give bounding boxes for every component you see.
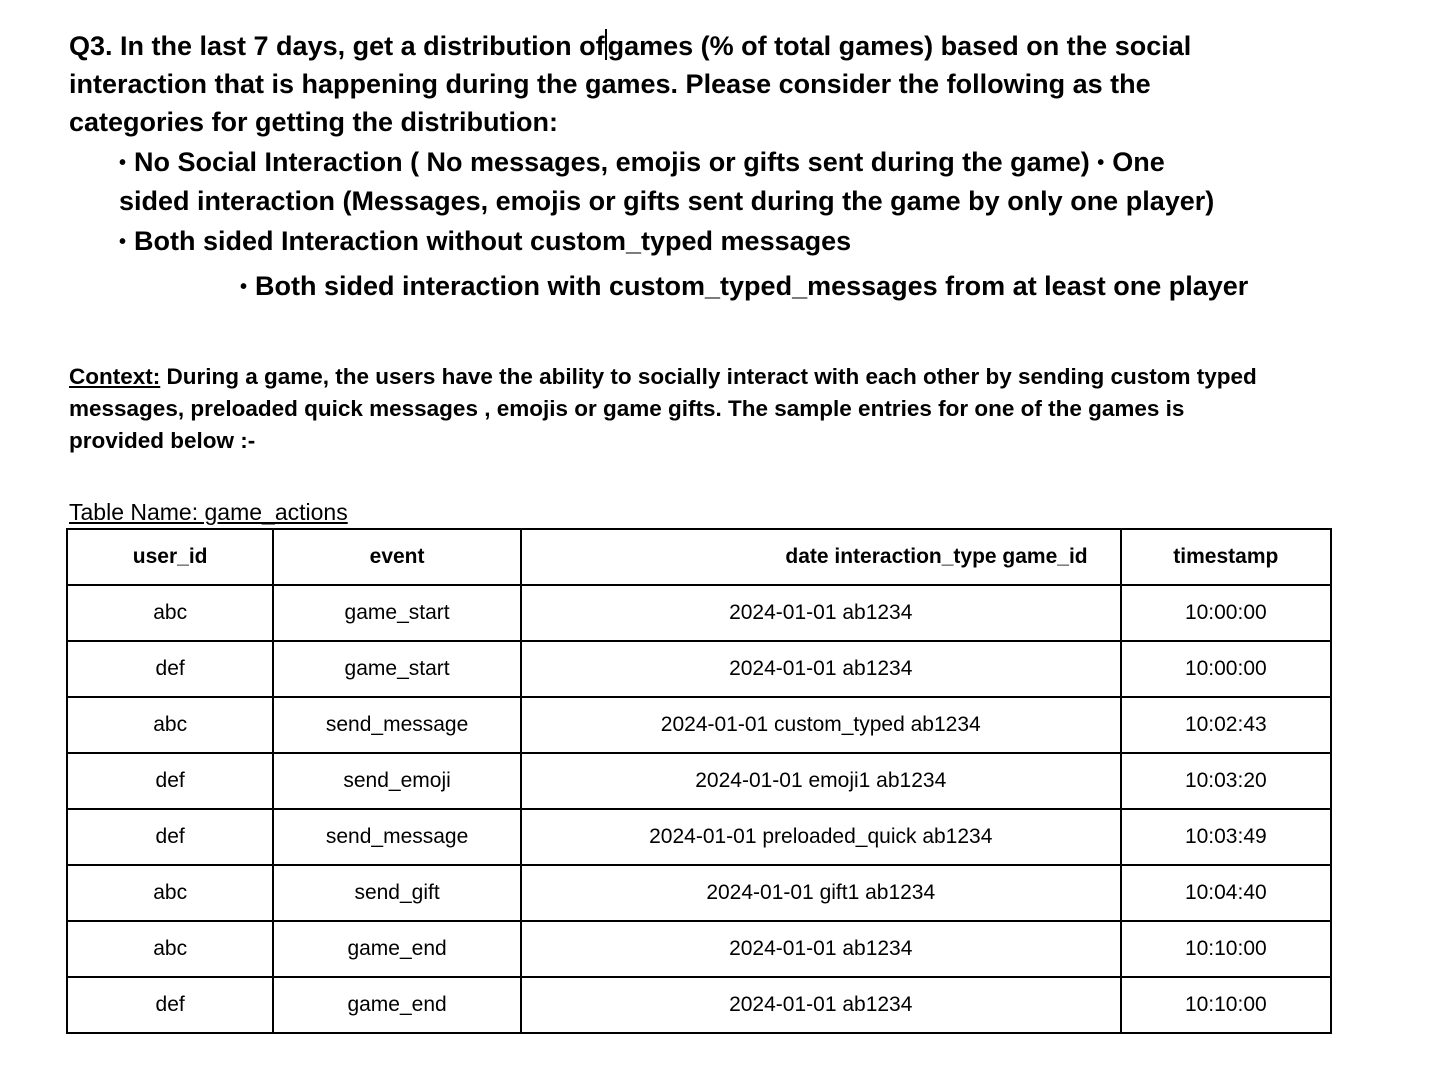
text-cursor <box>605 29 607 60</box>
cell-event: game_start <box>273 585 521 641</box>
header-event: event <box>273 529 521 585</box>
context-line-3: provided below :- <box>69 428 256 453</box>
table-caption: Table Name: game_actions <box>69 499 348 525</box>
bullet-icon: • <box>1097 152 1105 174</box>
table-row <box>67 585 1331 641</box>
table-row <box>67 753 1331 809</box>
category-bullet-list <box>119 143 1419 261</box>
cell-event: send_gift <box>273 865 521 921</box>
cell-date-interaction-game: 2024-01-01 preloaded_quick ab1234 <box>521 809 1121 865</box>
cell-user-id: def <box>67 641 273 697</box>
table-row <box>67 809 1331 865</box>
table-row <box>67 865 1331 921</box>
bullet-both-sided-custom: • Both sided interaction with custom_typed_messages from at least one player <box>240 271 1249 301</box>
cell-user-id: abc <box>67 865 273 921</box>
cell-event: game_start <box>273 641 521 697</box>
cell-user-id: def <box>67 809 273 865</box>
header-user-id: user_id <box>67 529 273 585</box>
cell-date-interaction-game: 2024-01-01 ab1234 <box>521 585 1121 641</box>
cell-date-interaction-game: 2024-01-01 ab1234 <box>521 921 1121 977</box>
cell-event: send_message <box>273 697 521 753</box>
bullet-no-interaction: • No Social Interaction ( No messages, emojis or gifts sent during the game) • One <box>119 147 1165 177</box>
game-actions-table <box>66 528 1332 1034</box>
bullet-both-sided-no-custom: • Both sided Interaction without custom_typed messages <box>119 226 852 256</box>
table-row <box>67 697 1331 753</box>
cell-user-id: abc <box>67 697 273 753</box>
cell-event: send_message <box>273 809 521 865</box>
context-paragraph <box>69 361 1429 457</box>
cell-timestamp: 10:02:43 <box>1121 697 1331 753</box>
context-label: Context: <box>69 364 161 389</box>
cell-user-id: def <box>67 753 273 809</box>
cell-event: game_end <box>273 977 521 1033</box>
cell-date-interaction-game: 2024-01-01 emoji1 ab1234 <box>521 753 1121 809</box>
cell-timestamp: 10:10:00 <box>1121 921 1331 977</box>
bullet-icon: • <box>119 231 127 253</box>
cell-timestamp: 10:03:20 <box>1121 753 1331 809</box>
table-row <box>67 641 1331 697</box>
header-timestamp: timestamp <box>1121 529 1331 585</box>
cell-timestamp: 10:00:00 <box>1121 641 1331 697</box>
question-line-1: Q3. In the last 7 days, get a distribution of games (% of total games) based on the social <box>69 31 1192 61</box>
bullet-icon: • <box>119 152 127 174</box>
table-header-row <box>67 529 1331 585</box>
cell-timestamp: 10:03:49 <box>1121 809 1331 865</box>
cell-user-id: abc <box>67 921 273 977</box>
context-line-2: messages, preloaded quick messages , emojis or game gifts. The sample entries for one of the games is <box>69 396 1185 421</box>
cell-timestamp: 10:04:40 <box>1121 865 1331 921</box>
cell-event: send_emoji <box>273 753 521 809</box>
question-line-3: categories for getting the distribution: <box>69 107 559 137</box>
question-line-2: interaction that is happening during the games. Please consider the following as the <box>69 69 1151 99</box>
cell-user-id: def <box>67 977 273 1033</box>
table-row <box>67 921 1331 977</box>
cell-timestamp: 10:00:00 <box>1121 585 1331 641</box>
cell-date-interaction-game: 2024-01-01 custom_typed ab1234 <box>521 697 1121 753</box>
cell-timestamp: 10:10:00 <box>1121 977 1331 1033</box>
cell-date-interaction-game: 2024-01-01 ab1234 <box>521 641 1121 697</box>
question-heading <box>69 27 1359 141</box>
table-row <box>67 977 1331 1033</box>
bullet-icon: • <box>240 276 248 298</box>
cell-event: game_end <box>273 921 521 977</box>
cell-date-interaction-game: 2024-01-01 ab1234 <box>521 977 1121 1033</box>
cell-user-id: abc <box>67 585 273 641</box>
header-date-interaction-game: date interaction_type game_id <box>521 529 1121 585</box>
cell-date-interaction-game: 2024-01-01 gift1 ab1234 <box>521 865 1121 921</box>
bullet-one-sided: sided interaction (Messages, emojis or gifts sent during the game by only one player) <box>119 186 1215 216</box>
context-line-1: Context: During a game, the users have the ability to socially interact with each other by sending custom typed <box>69 364 1257 389</box>
